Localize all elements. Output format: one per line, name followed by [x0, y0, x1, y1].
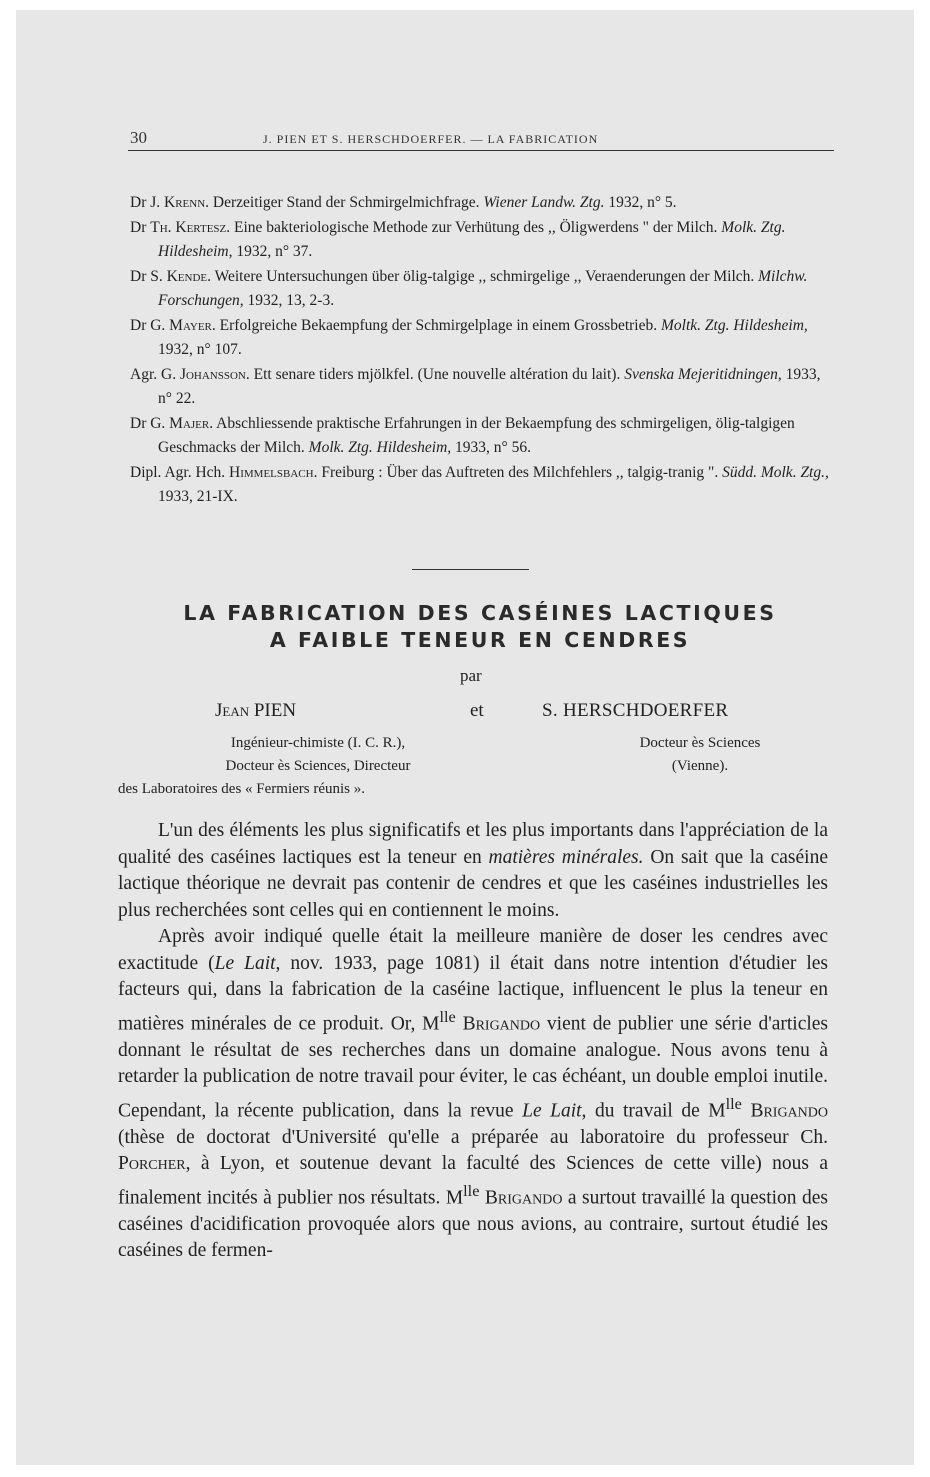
body-paragraph-2: [118, 924, 828, 1265]
affiliation-line: (Vienne).: [671, 758, 729, 774]
author-name-brigando: Brigando: [484, 1187, 563, 1208]
author-name-brigando: Brigando: [462, 1013, 541, 1034]
page-number: 30: [130, 128, 147, 147]
ref-journal: Wiener Landw. Ztg.: [483, 194, 605, 211]
ref-author: J. Krenn: [150, 194, 206, 211]
running-title: J. PIEN ET S. HERSCHDOERFER. — LA FABRICATION: [263, 132, 599, 146]
ref-text: Eine bakteriologische Methode zur Verhütung des ,, Öligwerdens " der Milch.: [234, 218, 718, 236]
ref-details: 1933, n° 56.: [455, 439, 531, 456]
ref-text: Derzeitiger Stand der Schmirgelmichfrage.: [212, 194, 480, 211]
reference-list: [130, 191, 835, 510]
body-text: L'un des éléments les plus significatifs et les plus importants dans l'appréciation de la qualité des caséines lactiques est la teneur en: [118, 820, 828, 868]
affiliation-line: des Laboratoires des « Fermiers réunis ».: [118, 781, 366, 797]
ref-prefix: Agr.: [130, 365, 158, 383]
body-paragraph-1: [118, 818, 828, 924]
body-italic: matières minérales.: [488, 846, 644, 868]
author-name-brigando: Brigando: [750, 1100, 828, 1121]
ref-details: 1932, n° 5.: [608, 194, 677, 211]
ref-prefix: Dr: [130, 194, 147, 211]
ref-journal: Milchw. Forschungen,: [158, 267, 808, 309]
reference-entry: Dr G. Majer. Abschliessende praktische Erfahrungen in der Bekaempfung des schmirgeligen, ölig-talgigen Geschmacks der Milch. Molk. Ztg. Hildesheim, 1933, n° 56.: [130, 414, 795, 456]
body-text: nov. 1933, page 1081) il était dans notre intention d'étudier les facteurs qui, dans la fabrication de la caséine lactique, influencent le plus la teneur en matières minérales de ce produit. Or, M: [118, 952, 829, 1034]
ref-text: Erfolgreiche Bekaempfung der Schmirgelplage in einem Grossbetrieb.: [219, 316, 658, 334]
ref-prefix: Dr: [130, 218, 147, 236]
ref-prefix: Dr: [130, 316, 147, 334]
article-title-line-1: LA FABRICATION DES CASÉINES LACTIQUES: [183, 601, 777, 625]
ref-author: G. Mayer: [150, 316, 212, 334]
ref-text: Weitere Untersuchungen über ölig-talgige ,, schmirgelige ,, Veraenderungen der Milch.: [214, 267, 755, 285]
ref-author: S. Kende: [150, 267, 208, 285]
reference-entry: Dr J. Krenn. Derzeitiger Stand der Schmirgelmichfrage. Wiener Landw. Ztg. 1932, n° 5.: [130, 194, 677, 211]
ref-details: 1933, 21-IX.: [158, 488, 238, 505]
ref-journal: Molk. Ztg. Hildesheim,: [308, 439, 452, 456]
reference-entry: Dr Th. Kertesz. Eine bakteriologische Methode zur Verhütung des ,, Öligwerdens " der Milch. Molk. Ztg. Hildesheim, 1932, n° 37.: [130, 218, 786, 260]
body-italic: Le Lait,: [214, 952, 281, 974]
affiliation-line: Docteur ès Sciences, Directeur: [225, 758, 411, 774]
body-text: du travail de M: [586, 1100, 726, 1121]
mlle-superscript: lle: [463, 1181, 480, 1200]
ref-author: G. Johansson: [161, 365, 246, 383]
ref-journal: Südd. Molk. Ztg.,: [722, 463, 829, 481]
byline-par: par: [460, 666, 482, 685]
ref-prefix: Dr: [130, 267, 147, 285]
reference-entry: Dipl. Agr. Hch. Himmelsbach. Freiburg : Über das Auftreten des Milchfehlers ,, talgig-tranig ". Südd. Molk. Ztg., 1933, 21-IX.: [130, 463, 829, 505]
body-text: On sait que la caséine lactique théorique ne devrait pas contenir de cendres et que les caséines industrielles les plus recherchées sont celles qui en contiennent le moins.: [118, 846, 828, 921]
ref-details: 1932, n° 37.: [236, 243, 313, 260]
author-2-affiliation: [560, 732, 840, 778]
body-text: , à Lyon, et soutenue devant la faculté des Sciences de cette ville) nous a finalement incités à publier nos résultats. M: [118, 1153, 828, 1208]
reference-entry: Agr. G. Johansson. Ett senare tiders mjölkfel. (Une nouvelle altération du lait). Svenska Mejeritidningen, 1933, n° 22.: [130, 365, 821, 407]
ref-text: Abschliessende praktische Erfahrungen in der Bekaempfung des schmirgeligen, ölig-talgigen Geschmacks der Milch.: [158, 414, 795, 456]
section-divider: [412, 569, 529, 570]
ref-details: 1932, n° 107.: [158, 341, 242, 358]
ref-prefix: Dr: [130, 414, 147, 432]
ref-text: Ett senare tiders mjölkfel. (Une nouvelle altération du lait).: [253, 365, 621, 383]
body-text: a surtout travaillé la question des caséines d'acidification provoquée alors que nous avions, au contraire, surtout étudié les caséines de fermen-: [118, 1187, 828, 1261]
ref-journal: Molk. Ztg. Hildesheim,: [158, 218, 786, 260]
author-1: Jean PIEN: [215, 700, 297, 721]
ref-author: Himmelsbach: [229, 463, 314, 481]
author-name-porcher: Porcher: [118, 1153, 186, 1174]
ref-journal: Svenska Mejeritidningen,: [624, 365, 782, 383]
article-body: [118, 818, 828, 1265]
byline-et: et: [470, 700, 484, 721]
reference-entry: Dr G. Mayer. Erfolgreiche Bekaempfung der Schmirgelplage in einem Grossbetrieb. Moltk. Ztg. Hildesheim, 1932, n° 107.: [130, 316, 808, 358]
mlle-superscript: lle: [725, 1094, 742, 1113]
affiliation-line: Docteur ès Sciences: [639, 735, 761, 751]
author-1-affiliation: [118, 732, 518, 801]
author-2: S. HERSCHDOERFER: [542, 700, 729, 721]
body-text: (thèse de doctorat d'Université qu'elle a préparée au laboratoire du professeur Ch.: [118, 1126, 828, 1148]
ref-author: G. Majer: [150, 414, 210, 432]
reference-entry: Dr S. Kende. Weitere Untersuchungen über ölig-talgige ,, schmirgelige ,, Veraenderungen der Milch. Milchw. Forschungen, 1932, 13, 2-3.: [130, 267, 808, 309]
running-header: [128, 126, 834, 151]
ref-details: 1932, 13, 2-3.: [247, 292, 335, 309]
mlle-superscript: lle: [439, 1007, 456, 1026]
ref-journal: Moltk. Ztg. Hildesheim,: [660, 316, 808, 334]
ref-details: 1933, n° 22.: [158, 365, 821, 407]
body-italic: Le Lait,: [522, 1100, 587, 1121]
ref-prefix: Dipl. Agr. Hch.: [130, 463, 226, 481]
article-title-line-2: A FAIBLE TENEUR EN CENDRES: [269, 628, 691, 652]
body-text: vient de publier une série d'articles donnant le résultat de ses recherches dans un domaine analogue. Nous avons tenu à retarder la publication de notre travail pour éviter, le cas échéant, un double emploi inutile. Cependant, la récente publication, dans la revue: [118, 1013, 829, 1121]
article-title: [140, 600, 820, 654]
ref-author: Th. Kertesz: [150, 218, 227, 236]
affiliation-line: Ingénieur-chimiste (I. C. R.),: [230, 735, 406, 751]
ref-text: Freiburg : Über das Auftreten des Milchfehlers ,, talgig-tranig ".: [321, 463, 719, 481]
body-text: Après avoir indiqué quelle était la meilleure manière de doser les cendres avec exactitude (: [118, 926, 828, 974]
